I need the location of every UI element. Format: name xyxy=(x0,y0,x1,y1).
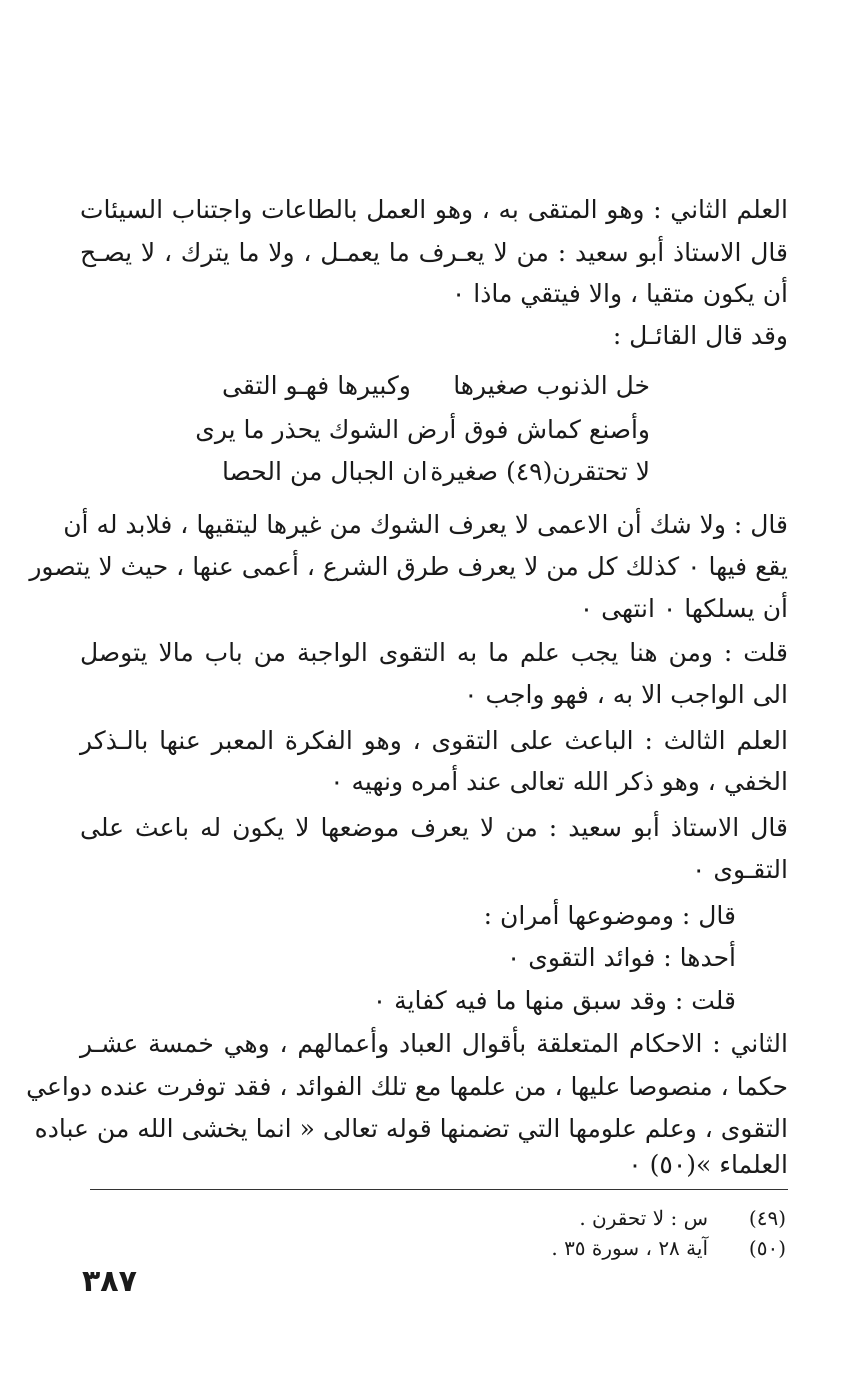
text-line: قال الاستاذ أبو سعيد : من لا يعـرف ما يعمـل ، ولا ما يترك ، لا يصـح xyxy=(80,238,788,267)
footnote-text: س : لا تحقرن . xyxy=(579,1206,708,1230)
text-line: العلم الثاني : وهو المتقى به ، وهو العمل بالطاعات واجتناب السيئات xyxy=(80,195,788,224)
poem-verse-second-hemistich: ان الجبال من الحصا xyxy=(222,457,428,486)
text-line: قال الاستاذ أبو سعيد : من لا يعرف موضعها لا يكون له باعث على xyxy=(80,813,788,842)
poem-verse-second-hemistich: وكبيرها فهـو التقى xyxy=(222,371,411,400)
text-line: التقـوى ٠ xyxy=(692,855,788,884)
footnote-divider xyxy=(90,1189,788,1190)
text-line: حكما ، منصوصا عليها ، من علمها مع تلك الفوائد ، فقد توفرت عنده دواعي xyxy=(26,1072,788,1101)
poem-verse-first-hemistich: لا تحتقرن(٤٩) صغيرة xyxy=(430,457,650,486)
text-line: أن يسلكها ٠ انتهى ٠ xyxy=(579,594,788,623)
footnote-number: (٥٠) xyxy=(748,1236,786,1260)
text-line: الى الواجب الا به ، فهو واجب ٠ xyxy=(464,680,788,709)
text-line: العلماء »(٥٠) ٠ xyxy=(628,1150,788,1179)
footnote-text: آية ٢٨ ، سورة ٣٥ . xyxy=(551,1236,708,1260)
poem-verse-first-hemistich: وأصنع كماش فوق أرض الشوك يحذر ما يرى xyxy=(195,415,650,444)
text-line: قال : ولا شك أن الاعمى لا يعرف الشوك من غيرها ليتقيها ، فلابد له أن xyxy=(63,510,788,539)
text-line: العلم الثالث : الباعث على التقوى ، وهو الفكرة المعبر عنها بالـذكر xyxy=(80,726,788,755)
footnote-number: (٤٩) xyxy=(748,1206,786,1230)
text-line: التقوى ، وعلم علومها التي تضمنها قوله تعالى « انما يخشى الله من عباده xyxy=(34,1114,788,1143)
text-line: قلت : وقد سبق منها ما فيه كفاية ٠ xyxy=(372,986,736,1015)
text-line: قال : وموضوعها أمران : xyxy=(483,901,736,930)
text-line: أن يكون متقيا ، والا فيتقي ماذا ٠ xyxy=(451,279,788,308)
text-line: الثاني : الاحكام المتعلقة بأقوال العباد وأعمالهم ، وهي خمسة عشـر xyxy=(80,1029,788,1058)
page-number: ٣٨٧ xyxy=(82,1264,137,1299)
text-line: قلت : ومن هنا يجب علم ما به التقوى الواجبة من باب مالا يتوصل xyxy=(80,638,788,667)
poem-verse-first-hemistich: خل الذنوب صغيرها xyxy=(453,371,650,400)
text-line: أحدها : فوائد التقوى ٠ xyxy=(506,943,736,972)
text-line: وقد قال القائـل : xyxy=(612,321,788,350)
text-line: يقع فيها ٠ كذلك كل من لا يعرف طرق الشرع ، أعمى عنها ، حيث لا يتصور xyxy=(29,552,788,581)
text-line: الخفي ، وهو ذكر الله تعالى عند أمره ونهيه ٠ xyxy=(330,767,788,796)
